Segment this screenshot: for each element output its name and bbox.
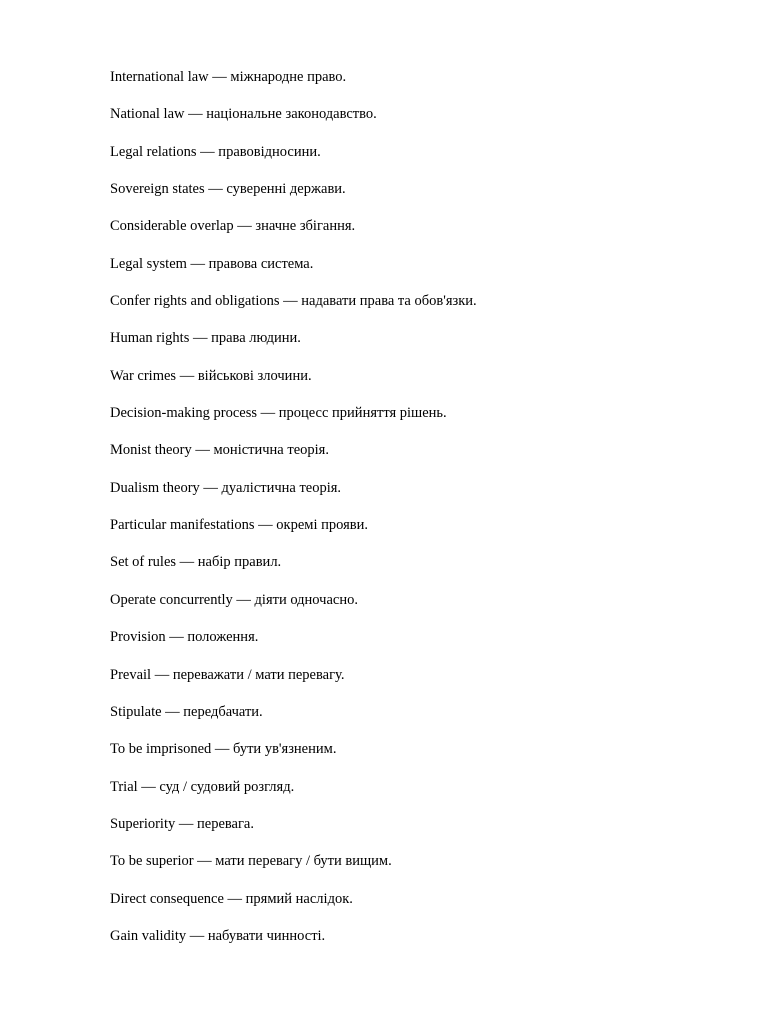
glossary-entry: Considerable overlap — значне збігання. xyxy=(110,218,356,235)
glossary-entry: War crimes — військові злочини. xyxy=(110,367,312,384)
glossary-entry: Human rights — права людини. xyxy=(110,330,301,347)
glossary-entry: National law — національне законодавство. xyxy=(110,106,377,123)
glossary-entry: Direct consequence — прямий наслідок. xyxy=(110,890,353,907)
glossary-entry: Trial — суд / судовий розгляд. xyxy=(110,778,295,795)
glossary-entry: Superiority — перевага. xyxy=(110,815,254,832)
glossary-list xyxy=(110,67,730,963)
glossary-entry: Prevail — переважати / мати перевагу. xyxy=(110,666,345,683)
glossary-entry: Monist theory — моністична теорія. xyxy=(110,442,329,459)
glossary-entry: Dualism theory — дуалістична теорія. xyxy=(110,479,342,496)
glossary-entry: Decision-making process — процесс прийняття рішень. xyxy=(110,405,447,422)
glossary-entry: Legal system — правова система. xyxy=(110,255,314,272)
glossary-entry: Gain validity — набувати чинності. xyxy=(110,927,326,944)
glossary-entry: Legal relations — правовідносини. xyxy=(110,143,321,160)
glossary-entry: Confer rights and obligations — надавати права та обов'язки. xyxy=(110,293,477,310)
glossary-entry: Provision — положення. xyxy=(110,629,259,646)
glossary-entry: To be superior — мати перевагу / бути вищим. xyxy=(110,853,392,870)
glossary-entry: Operate concurrently — діяти одночасно. xyxy=(110,591,358,608)
glossary-entry: Sovereign states — суверенні держави. xyxy=(110,181,346,198)
glossary-entry: To be imprisoned — бути ув'язненим. xyxy=(110,741,337,758)
glossary-entry: International law — міжнародне право. xyxy=(110,69,347,85)
glossary-entry: Stipulate — передбачати. xyxy=(110,703,263,720)
glossary-entry: Particular manifestations — окремі прояви. xyxy=(110,517,368,534)
glossary-entry: Set of rules — набір правил. xyxy=(110,554,282,571)
